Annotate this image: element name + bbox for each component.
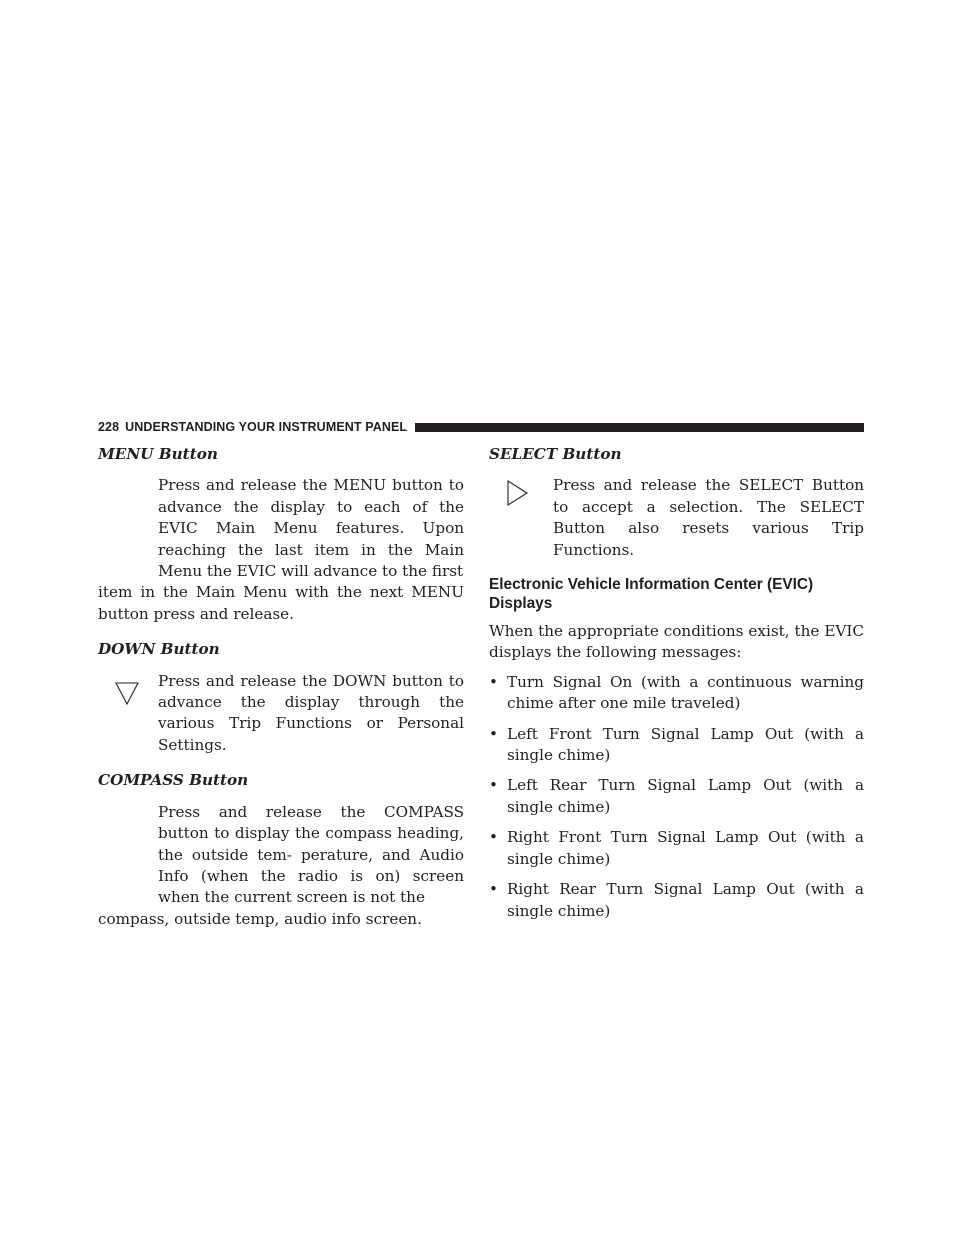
right-column bbox=[489, 444, 864, 931]
evic-displays-intro: When the appropriate conditions exist, the EVIC displays the following messages: bbox=[489, 622, 864, 662]
select-button-text: Press and release the SELECT Button to accept a selection. The SELECT Button also resets various Trip Functions. bbox=[553, 476, 864, 559]
page-header bbox=[98, 419, 864, 435]
select-button-heading: SELECT Button bbox=[489, 445, 622, 463]
compass-button-block bbox=[98, 802, 464, 930]
list-item bbox=[489, 879, 864, 922]
compass-button-heading: COMPASS Button bbox=[98, 771, 249, 790]
running-title: UNDERSTANDING YOUR INSTRUMENT PANEL bbox=[125, 420, 408, 434]
menu-button-heading: MENU Button bbox=[98, 445, 218, 463]
compass-button-text: Press and release the COMPASS button to display the compass heading, the outside tem- perature, and Audio Info (when the radio is on) screen when the current screen is not the bbox=[158, 802, 464, 907]
down-button-block bbox=[98, 671, 464, 757]
list-item bbox=[489, 775, 864, 818]
page-number: 228 bbox=[98, 420, 120, 434]
list-item bbox=[489, 827, 864, 870]
down-triangle-icon bbox=[114, 679, 140, 707]
bullet: • bbox=[489, 776, 498, 795]
menu-button-block bbox=[98, 475, 464, 625]
bullet: • bbox=[489, 828, 498, 847]
header-rule bbox=[415, 423, 864, 432]
left-column bbox=[98, 444, 464, 944]
bullet: • bbox=[489, 672, 498, 691]
bullet: • bbox=[489, 724, 498, 743]
bullet: • bbox=[489, 880, 498, 899]
list-item-text: Right Rear Turn Signal Lamp Out (with a single chime) bbox=[507, 880, 864, 920]
evic-message-list bbox=[489, 672, 864, 922]
right-triangle-icon bbox=[503, 479, 529, 507]
menu-button-text: Press and release the MENU button to advance the display to each of the EVIC Main Menu features. Upon reaching the last item in the Main Menu the EVIC will advance to the first bbox=[158, 476, 464, 581]
list-item-text: Left Rear Turn Signal Lamp Out (with a single chime) bbox=[507, 776, 864, 816]
list-item-text: Turn Signal On (with a continuous warning chime after one mile traveled) bbox=[507, 672, 864, 713]
list-item-text: Right Front Turn Signal Lamp Out (with a single chime) bbox=[507, 828, 864, 868]
compass-button-text-continued: compass, outside temp, audio info screen. bbox=[98, 909, 422, 928]
list-item bbox=[489, 672, 864, 715]
select-button-block bbox=[489, 475, 864, 561]
evic-displays-heading: Electronic Vehicle Information Center (EVIC) Displays bbox=[489, 576, 814, 613]
menu-button-text-continued: item in the Main Menu with the next MENU button press and release. bbox=[98, 583, 464, 623]
list-item-text: Left Front Turn Signal Lamp Out (with a single chime) bbox=[507, 724, 864, 765]
down-button-heading: DOWN Button bbox=[98, 640, 220, 659]
down-button-text: Press and release the DOWN button to advance the display through the various Trip Functions or Personal Settings. bbox=[158, 671, 464, 754]
list-item bbox=[489, 724, 864, 767]
